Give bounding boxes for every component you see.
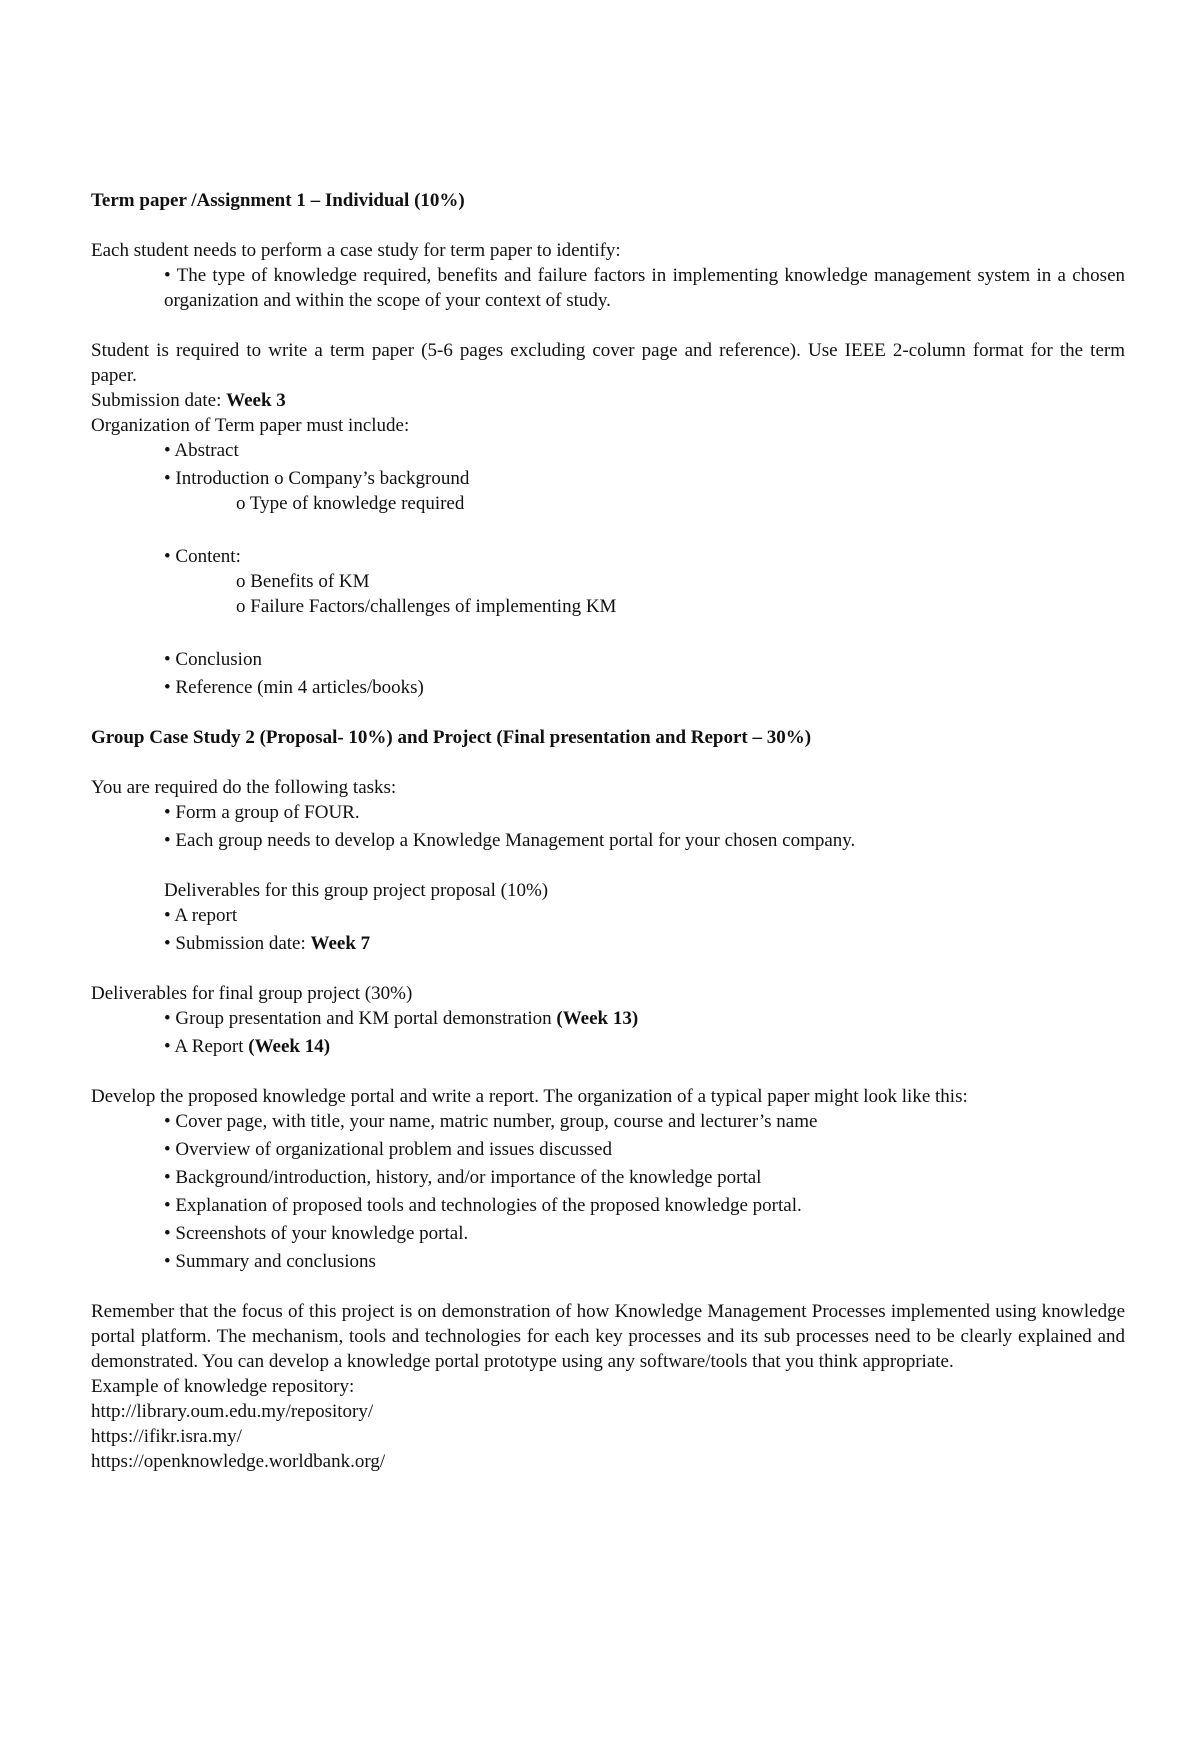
list-item-reference: • Reference (min 4 articles/books)	[164, 677, 424, 698]
task-form-group: • Form a group of FOUR.	[164, 802, 360, 823]
proposal-submission-value: Week 7	[310, 933, 371, 954]
section1-org-intro: Organization of Term paper must include:	[91, 415, 410, 436]
final-report-week: (Week 14)	[248, 1036, 331, 1057]
list-item-introduction: • Introduction o Company’s background	[164, 468, 470, 489]
repository-intro: Example of knowledge repository:	[91, 1376, 355, 1397]
list-subitem-knowledge-type: o Type of knowledge required	[236, 493, 465, 514]
paper-item-background: • Background/introduction, history, and/or importance of the knowledge portal	[164, 1167, 762, 1188]
submission-value: Week 3	[226, 390, 286, 411]
paper-item-screenshots: • Screenshots of your knowledge portal.	[164, 1223, 469, 1244]
section1-heading: Term paper /Assignment 1 – Individual (10%)	[91, 190, 465, 211]
develop-intro: Develop the proposed knowledge portal and write a report. The organization of a typical paper might look like this:	[91, 1086, 968, 1107]
section1-intro: Each student needs to perform a case study for term paper to identify:	[91, 240, 621, 261]
paper-item-tools: • Explanation of proposed tools and technologies of the proposed knowledge portal.	[164, 1195, 802, 1216]
section2-intro: You are required do the following tasks:	[91, 777, 397, 798]
section1-requirement: Student is required to write a term paper (5-6 pages excluding cover page and reference). Use IEEE 2-column format for the term paper.	[91, 340, 1125, 386]
list-item-abstract: • Abstract	[164, 440, 239, 461]
proposal-deliverables-title: Deliverables for this group project proposal (10%)	[164, 880, 549, 901]
section2-heading: Group Case Study 2 (Proposal- 10%) and Project (Final presentation and Report – 30%)	[91, 727, 812, 748]
final-item-presentation	[91, 1006, 1125, 1031]
proposal-submission-label: • Submission date:	[164, 933, 311, 954]
list-subitem-benefits: o Benefits of KM	[236, 571, 370, 592]
proposal-item-report: • A report	[164, 905, 238, 926]
repository-link-oum[interactable]: http://library.oum.edu.my/repository/	[91, 1401, 374, 1422]
paper-item-summary: • Summary and conclusions	[164, 1251, 376, 1272]
section1-submission	[91, 388, 1125, 413]
repository-link-worldbank[interactable]: https://openknowledge.worldbank.org/	[91, 1451, 386, 1472]
final-presentation-label: • Group presentation and KM portal demonstration	[164, 1008, 557, 1029]
final-item-report	[91, 1034, 1125, 1059]
final-presentation-week: (Week 13)	[556, 1008, 639, 1029]
proposal-item-submission	[91, 931, 1125, 956]
final-deliverables-title: Deliverables for final group project (30%)	[91, 983, 413, 1004]
list-subitem-failure-factors: o Failure Factors/challenges of implementing KM	[236, 596, 617, 617]
repository-link-ifikr[interactable]: https://ifikr.isra.my/	[91, 1426, 242, 1447]
submission-label: Submission date:	[91, 390, 227, 411]
task-develop-portal: • Each group needs to develop a Knowledge Management portal for your chosen company.	[164, 830, 856, 851]
list-item-content: • Content:	[164, 546, 241, 567]
final-report-label: • A Report	[164, 1036, 249, 1057]
remember-paragraph: Remember that the focus of this project is on demonstration of how Knowledge Management Processes implemented using knowledge portal platform. The mechanism, tools and technologies for each key processes and its sub processes need to be clearly explained and demonstrated. You can develop a knowledge portal prototype using any software/tools that you think appropriate.	[91, 1301, 1125, 1372]
list-item-conclusion: • Conclusion	[164, 649, 262, 670]
section1-bullet-main: • The type of knowledge required, benefits and failure factors in implementing knowledge management system in a chosen organization and within the scope of your context of study.	[164, 265, 1125, 311]
paper-item-overview: • Overview of organizational problem and issues discussed	[164, 1139, 612, 1160]
paper-item-cover-page: • Cover page, with title, your name, matric number, group, course and lecturer’s name	[164, 1111, 818, 1132]
document-content	[91, 188, 1125, 1474]
